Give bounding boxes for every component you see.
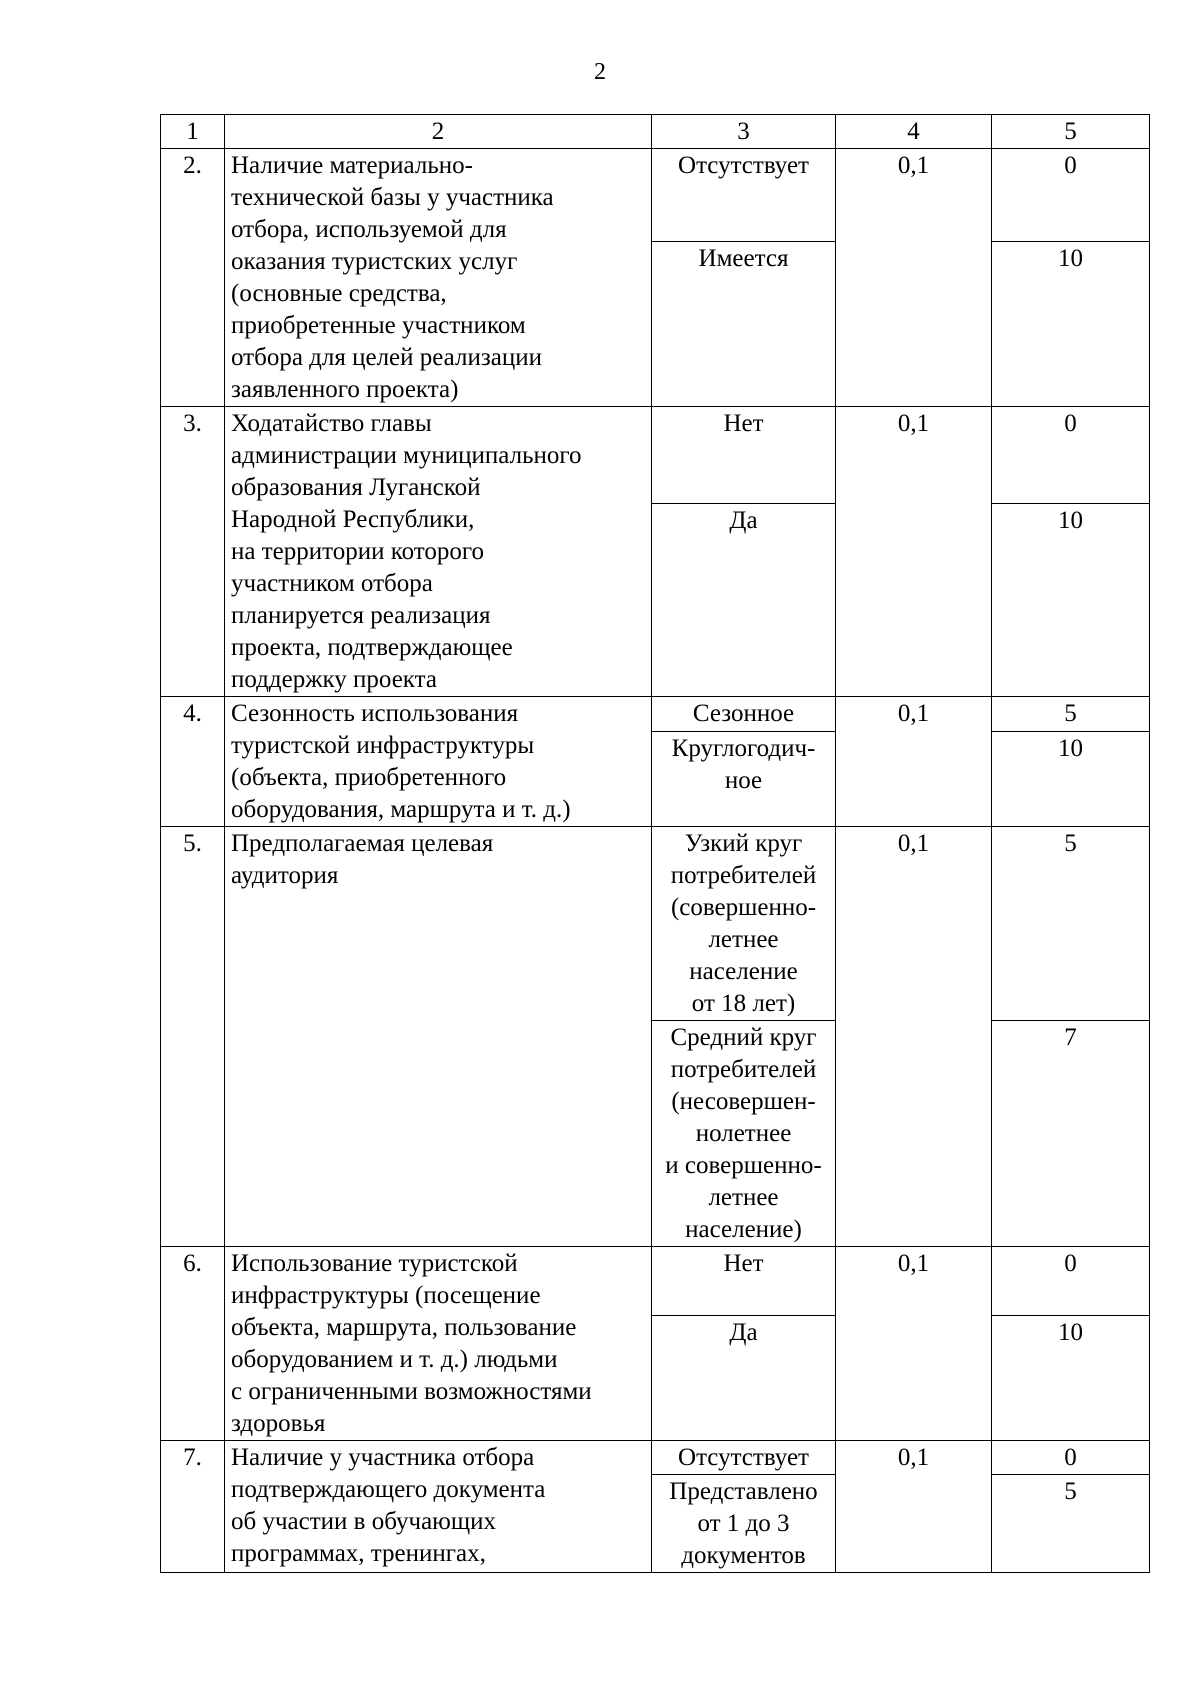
option-label: Сезонное [652, 697, 836, 732]
score-value: 5 [992, 697, 1150, 732]
criterion-text: Использование туристской инфраструктуры (посещение объекта, маршрута, пользование оборудованием и т. д.) людьми с ограниченными возможностями здоровья [225, 1247, 652, 1441]
score-value: 10 [992, 242, 1150, 407]
table-row [161, 149, 1150, 242]
criterion-text: Наличие у участника отбора подтверждающего документа об участии в обучающих программах, тренингах, [225, 1441, 652, 1573]
criteria-table [160, 114, 1150, 1573]
score-value: 5 [992, 1475, 1150, 1573]
header-cell: 4 [836, 115, 992, 149]
score-value: 0 [992, 1441, 1150, 1475]
option-label: Круглогодич- ное [652, 732, 836, 827]
option-label: Узкий круг потребителей (совершенно- летнее население от 18 лет) [652, 827, 836, 1021]
header-cell: 3 [652, 115, 836, 149]
table-row [161, 1247, 1150, 1316]
weight-value: 0,1 [836, 149, 992, 407]
page-number: 2 [594, 59, 606, 85]
table-row [161, 1441, 1150, 1475]
score-value: 10 [992, 504, 1150, 697]
criterion-text: Предполагаемая целевая аудитория [225, 827, 652, 1247]
option-label: Да [652, 504, 836, 697]
weight-value: 0,1 [836, 697, 992, 827]
row-number: 5. [161, 827, 225, 1247]
option-label: Отсутствует [652, 149, 836, 242]
weight-value: 0,1 [836, 1441, 992, 1573]
score-value: 0 [992, 407, 1150, 504]
row-number: 2. [161, 149, 225, 407]
option-label: Отсутствует [652, 1441, 836, 1475]
header-cell: 2 [225, 115, 652, 149]
score-value: 5 [992, 827, 1150, 1021]
row-number: 4. [161, 697, 225, 827]
table-row [161, 697, 1150, 732]
option-label: Представлено от 1 до 3 документов [652, 1475, 836, 1573]
weight-value: 0,1 [836, 407, 992, 697]
criterion-text: Наличие материально- технической базы у участника отбора, используемой для оказания туристских услуг (основные средства, приобретенные участником отбора для целей реализации заявленного проекта) [225, 149, 652, 407]
weight-value: 0,1 [836, 827, 992, 1247]
option-label: Средний круг потребителей (несовершен- нолетнее и совершенно- летнее население) [652, 1021, 836, 1247]
table-row [161, 407, 1150, 504]
header-cell: 1 [161, 115, 225, 149]
row-number: 3. [161, 407, 225, 697]
option-label: Да [652, 1316, 836, 1441]
score-value: 10 [992, 732, 1150, 827]
score-value: 0 [992, 1247, 1150, 1316]
weight-value: 0,1 [836, 1247, 992, 1441]
option-label: Нет [652, 1247, 836, 1316]
header-cell: 5 [992, 115, 1150, 149]
row-number: 6. [161, 1247, 225, 1441]
score-value: 7 [992, 1021, 1150, 1247]
score-value: 0 [992, 149, 1150, 242]
score-value: 10 [992, 1316, 1150, 1441]
option-label: Имеется [652, 242, 836, 407]
option-label: Нет [652, 407, 836, 504]
criterion-text: Ходатайство главы администрации муниципального образования Луганской Народной Республики, на территории которого участником отбора планируется реализация проекта, подтверждающее поддержку проекта [225, 407, 652, 697]
table-header-row [161, 115, 1150, 149]
row-number: 7. [161, 1441, 225, 1573]
table-row [161, 827, 1150, 1021]
criterion-text: Сезонность использования туристской инфраструктуры (объекта, приобретенного оборудования, маршрута и т. д.) [225, 697, 652, 827]
